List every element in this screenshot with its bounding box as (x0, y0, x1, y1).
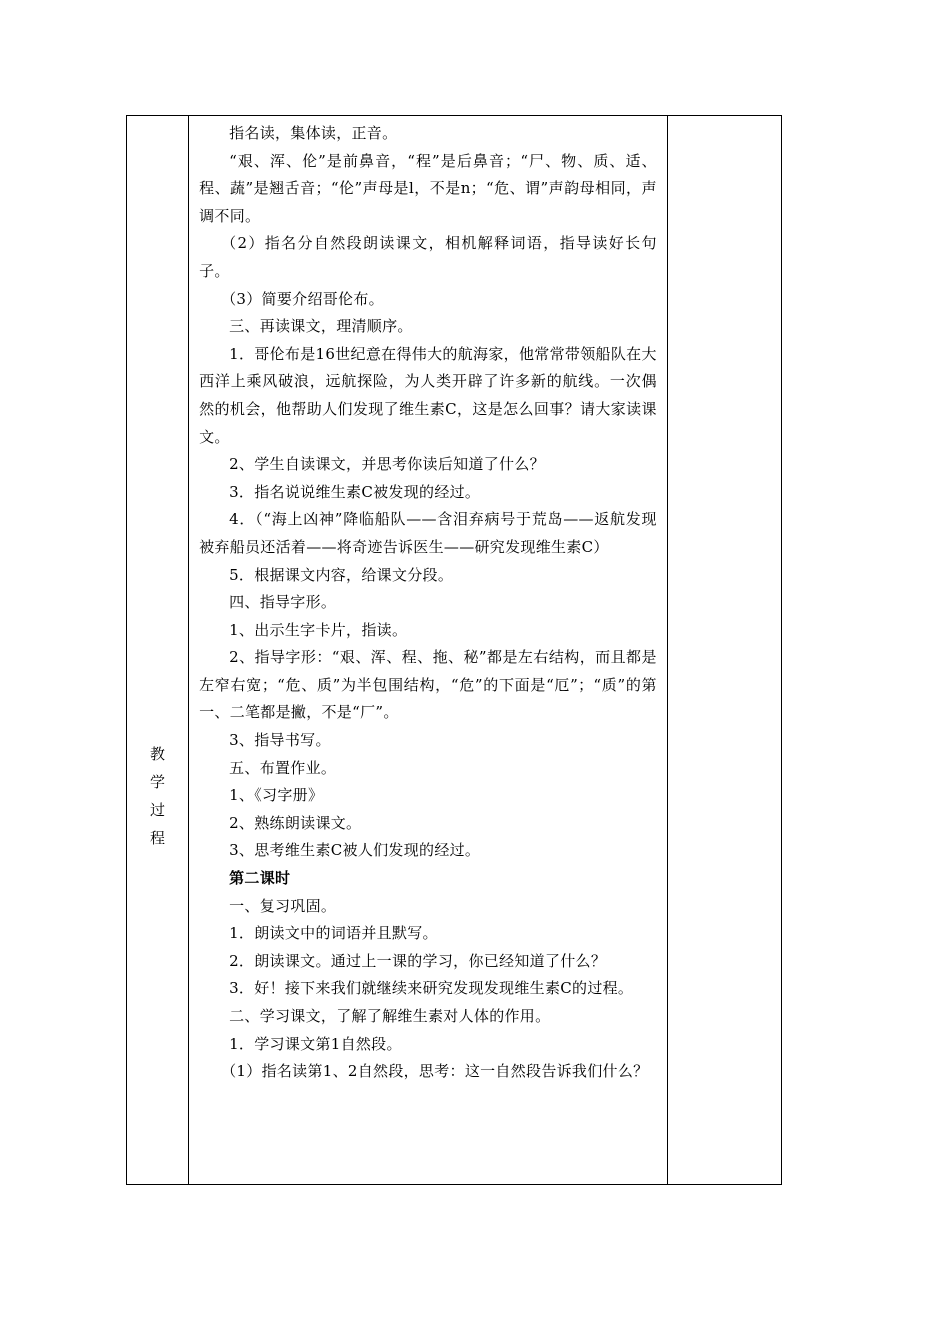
content-paragraph: 三、再读课文，理清顺序。 (229, 317, 413, 336)
content-paragraph: 5．根据课文内容，给课文分段。 (229, 565, 454, 584)
content-paragraph: 1．哥伦布是16世纪意在得伟大的航海家，他常常带领船队在大西洋上乘风破浪，远航探险，为人类开辟了许多新的航线。一次偶然的机会，他帮助人们发现了维生素C，这是怎么回事？请大家读课文。 (199, 344, 657, 446)
content-paragraph: 四、指导字形。 (229, 593, 337, 612)
content-paragraph: 1、出示生字卡片，指读。 (229, 620, 408, 639)
content-paragraph: “艰、浑、伦”是前鼻音，“程”是后鼻音；“尸、物、质、适、程、蔬”是翘舌音；“伦”声母是l，不是n；“危、谓”声韵母相同，声调不同。 (199, 151, 657, 225)
content-paragraph: 一、复习巩固。 (229, 896, 337, 915)
content-paragraph: 二、学习课文，了解了解维生素对人体的作用。 (229, 1007, 551, 1025)
content-paragraph: （2）指名分自然段朗读课文，相机解释词语，指导读好长句子。 (199, 234, 657, 280)
content-paragraph: 2、学生自读课文，并思考你读后知道了什么？ (229, 455, 545, 474)
content-paragraph: 1．朗读文中的词语并且默写。 (229, 924, 438, 943)
notes-cell (667, 116, 781, 1185)
content-paragraph: 1．学习课文第1自然段。 (229, 1034, 402, 1053)
content-paragraph: 2、指导字形：“艰、浑、程、拖、秘”都是左右结构，而且都是左窄右宽；“危、质”为半包围结构，“危”的下面是“厄”；“质”的第一、二笔都是撇，不是“厂”。 (199, 648, 657, 722)
content-paragraph: 2．朗读课文。通过上一课的学习，你已经知道了什么？ (229, 951, 607, 970)
lesson-heading: 第二课时 (229, 869, 291, 888)
section-label-char: 教 (150, 745, 166, 763)
content-paragraph: 五、布置作业。 (229, 758, 337, 777)
table-row (127, 116, 782, 1185)
lesson-plan-table (126, 115, 782, 1185)
section-label-char: 学 (150, 773, 166, 791)
content-paragraph: （1）指名读第1、2自然段，思考：这一自然段告诉我们什么？ (221, 1062, 649, 1081)
section-label-char: 过 (150, 801, 166, 819)
content-paragraph: 4．（“海上凶神”降临船队——含泪弃病号于荒岛——返航发现被弃船员还活着——将奇迹告诉医生——研究发现维生素C） (199, 510, 657, 556)
content-paragraph: 3、指导书写。 (229, 731, 331, 750)
section-label (127, 740, 188, 852)
content-paragraph: 2、熟练朗读课文。 (229, 813, 362, 832)
content-paragraph: 3、思考维生素C被人们发现的经过。 (229, 841, 481, 860)
content-paragraph: 指名读，集体读，正音。 (229, 124, 398, 142)
lesson-content-cell (189, 116, 668, 1185)
content-paragraph: 1、《习字册》 (229, 786, 324, 805)
section-label-char: 程 (150, 829, 166, 847)
content-paragraph: 3．好！接下来我们就继续来研究发现发现维生素C的过程。 (229, 979, 634, 998)
section-label-cell (127, 116, 189, 1185)
content-paragraph: 3．指名说说维生素C被发现的经过。 (229, 482, 481, 501)
content-paragraph: （3）简要介绍哥伦布。 (221, 289, 384, 308)
